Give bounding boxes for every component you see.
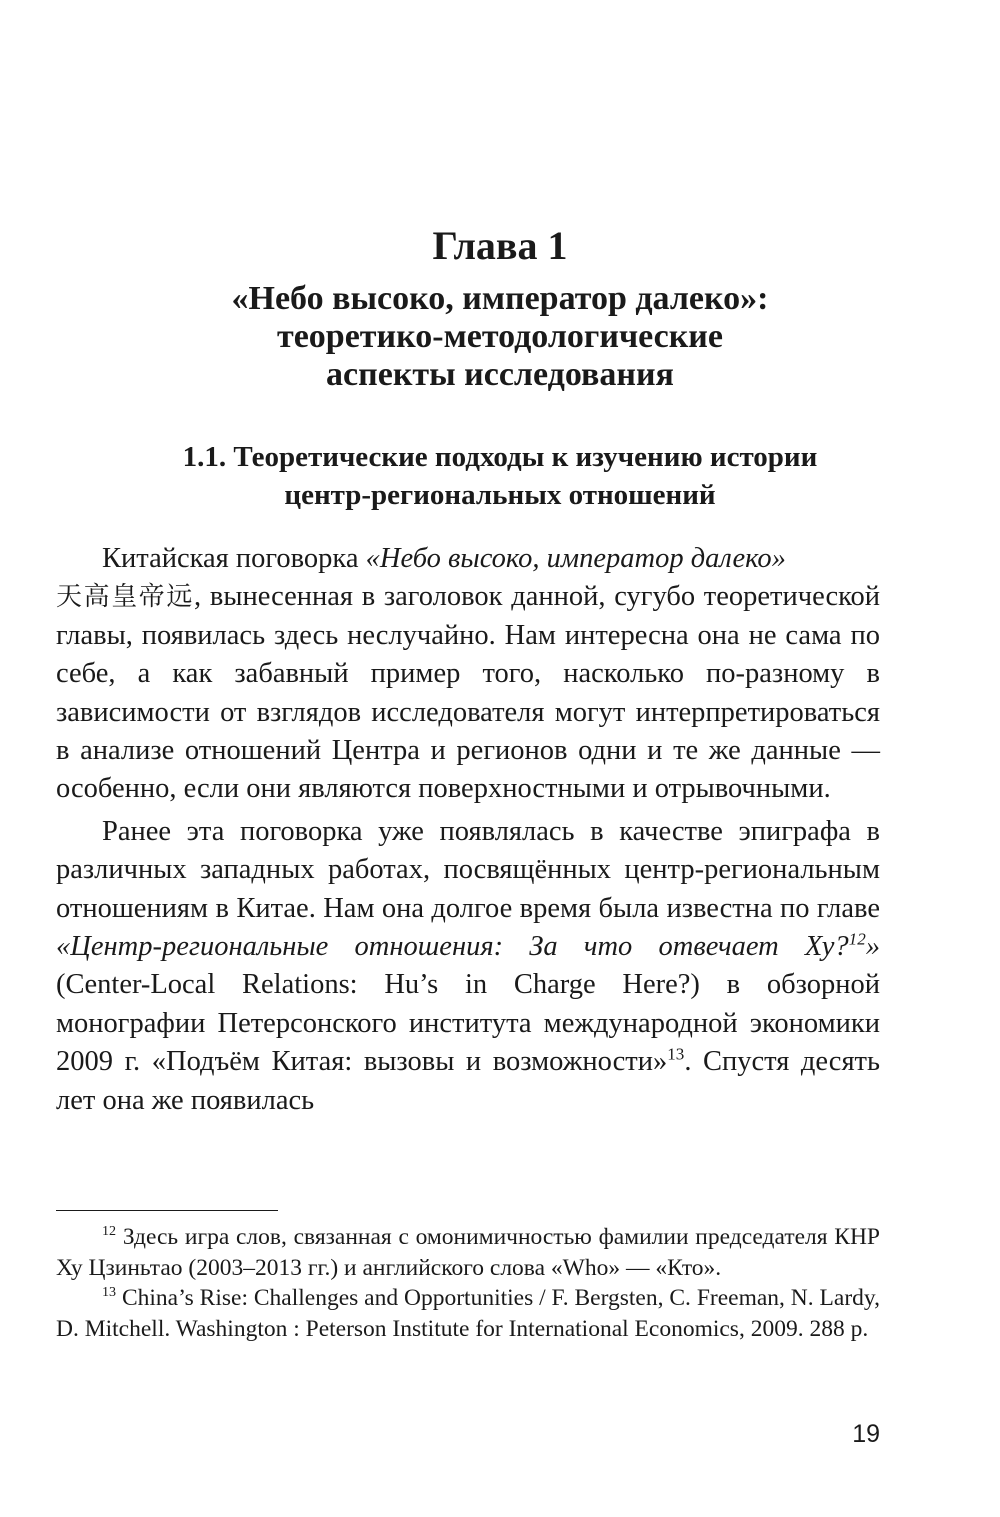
chapter-subtitle-line: теоретико-методологические [277, 318, 723, 355]
paragraph-text: Ранее эта поговорка уже появлялась в качестве эпиграфа в различных западных работах, посвящённых центр-региональным отношениям в Китае. Нам она долгое время была известна по главе [56, 815, 880, 924]
proverb-quote: «Небо высоко, император далеко» [365, 543, 786, 574]
section-title-line: центр-региональных отношений [284, 479, 716, 511]
footnote-ref[interactable]: 13 [667, 1044, 685, 1064]
chapter-subtitle [60, 280, 940, 394]
chapter-reference-text: «Центр-региональные отношения: За что отвечает Ху? [56, 931, 849, 963]
chapter-subtitle-line: аспекты исследования [326, 356, 674, 393]
footnote-text: China’s Rise: Challenges and Opportunities / F. Bergsten, C. Freeman, N. Lardy, D. Mitchell. Washington : Peterson Institute for International Economics, 2009. 288 p. [56, 1285, 880, 1342]
footnotes [56, 1222, 880, 1344]
footnote [56, 1283, 880, 1344]
page-number: 19 [852, 1420, 880, 1448]
paragraph [56, 540, 880, 809]
footnote-ref[interactable]: 12 [848, 929, 866, 949]
chapter-title: Глава 1 [432, 223, 568, 268]
footnote [56, 1222, 880, 1283]
body-text [56, 540, 880, 1124]
closing-quote: » [865, 931, 880, 963]
paragraph-text: Китайская поговорка [102, 543, 366, 574]
paragraph-text: (Center-Local Relations: Hu’s in Charge Here?) в обзорной монографии Петерсонского института международной экономики 2009 г. «Подъём Китая: вызовы и возможности» [56, 969, 880, 1078]
footnote-number: 12 [102, 1223, 117, 1240]
footnote-number: 13 [102, 1284, 117, 1301]
paragraph [56, 813, 880, 1120]
footnote-text: Здесь игра слов, связанная с омонимичностью фамилии председателя КНР Ху Цзиньтао (2003–2013 гг.) и английского слова «Who» — «Кто». [56, 1224, 880, 1281]
chinese-proverb: 天高皇帝远 [56, 582, 195, 613]
section-title [60, 438, 940, 514]
chapter-subtitle-line: «Небо высоко, император далеко»: [231, 280, 769, 317]
paragraph-text: , вынесенная в заголовок данной, сугубо теоретической главы, появилась здесь неслучайно. Нам интересна она не сама по себе, а как забавный пример того, насколько по-разному в зависимости от взглядов исследователя могут интерпретироваться в анализе отношений Центра и регионов одни и те же данные — особенно, если они являются поверхностными и отрывочными. [56, 581, 880, 805]
chapter-reference [56, 931, 880, 962]
footnote-divider [56, 1210, 278, 1211]
section-title-line: 1.1. Теоретические подходы к изучению истории [182, 441, 818, 473]
paragraph-text: . Спустя десять лет она же появилась [56, 1046, 881, 1116]
